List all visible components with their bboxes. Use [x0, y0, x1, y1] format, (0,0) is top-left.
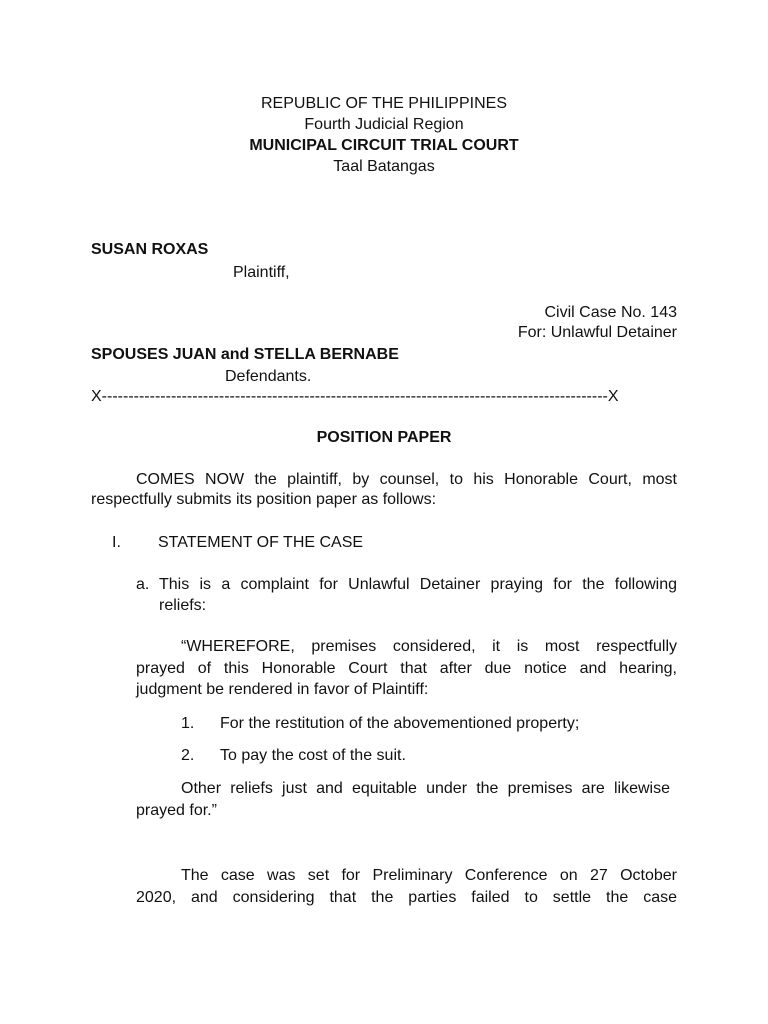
defendant-name: SPOUSES JUAN and STELLA BERNABE [91, 346, 399, 363]
header-location: Taal Batangas [333, 158, 435, 175]
header-republic: REPUBLIC OF THE PHILIPPINES [261, 95, 507, 112]
case-for: For: Unlawful Detainer [517, 324, 677, 341]
closing-line-2: 2020, and considering that the parties failed to settle the case [136, 889, 677, 906]
quote-line-2: prayed of this Honorable Court that after due notice and hearing, [136, 660, 677, 677]
plaintiff-role: Plaintiff, [233, 264, 290, 281]
section-heading: STATEMENT OF THE CASE [158, 534, 364, 551]
relief-1-number: 1. [181, 715, 195, 732]
defendant-role: Defendants. [225, 368, 312, 385]
case-number: Civil Case No. 143 [544, 304, 677, 321]
plaintiff-name: SUSAN ROXAS [91, 241, 209, 258]
item-a-line-2: reliefs: [159, 597, 207, 614]
intro-line-1: COMES NOW the plaintiff, by counsel, to his Honorable Court, most [136, 471, 677, 488]
header-region: Fourth Judicial Region [304, 116, 464, 133]
relief-2-text: To pay the cost of the suit. [220, 747, 406, 764]
other-reliefs-line-1: Other reliefs just and equitable under the premises are likewise [181, 780, 670, 797]
quote-line-1: “WHEREFORE, premises considered, it is most respectfully [181, 638, 677, 655]
header-court: MUNICIPAL CIRCUIT TRIAL COURT [249, 137, 519, 154]
closing-line-1: The case was set for Preliminary Conference on 27 October [181, 867, 677, 884]
item-a-marker: a. [136, 576, 150, 593]
intro-line-2: respectfully submits its position paper as follows: [91, 491, 437, 508]
relief-2-number: 2. [181, 747, 195, 764]
section-number: I. [112, 534, 121, 551]
quote-line-3: judgment be rendered in favor of Plaintiff: [136, 681, 429, 698]
other-reliefs-line-2: prayed for.” [136, 802, 217, 819]
caption-separator: X-----------------------------------------------------------------------------------------------X [91, 388, 619, 405]
document-title: POSITION PAPER [316, 429, 452, 446]
relief-1-text: For the restitution of the abovementioned property; [220, 715, 580, 732]
item-a-line-1: This is a complaint for Unlawful Detainer praying for the following [159, 576, 677, 593]
